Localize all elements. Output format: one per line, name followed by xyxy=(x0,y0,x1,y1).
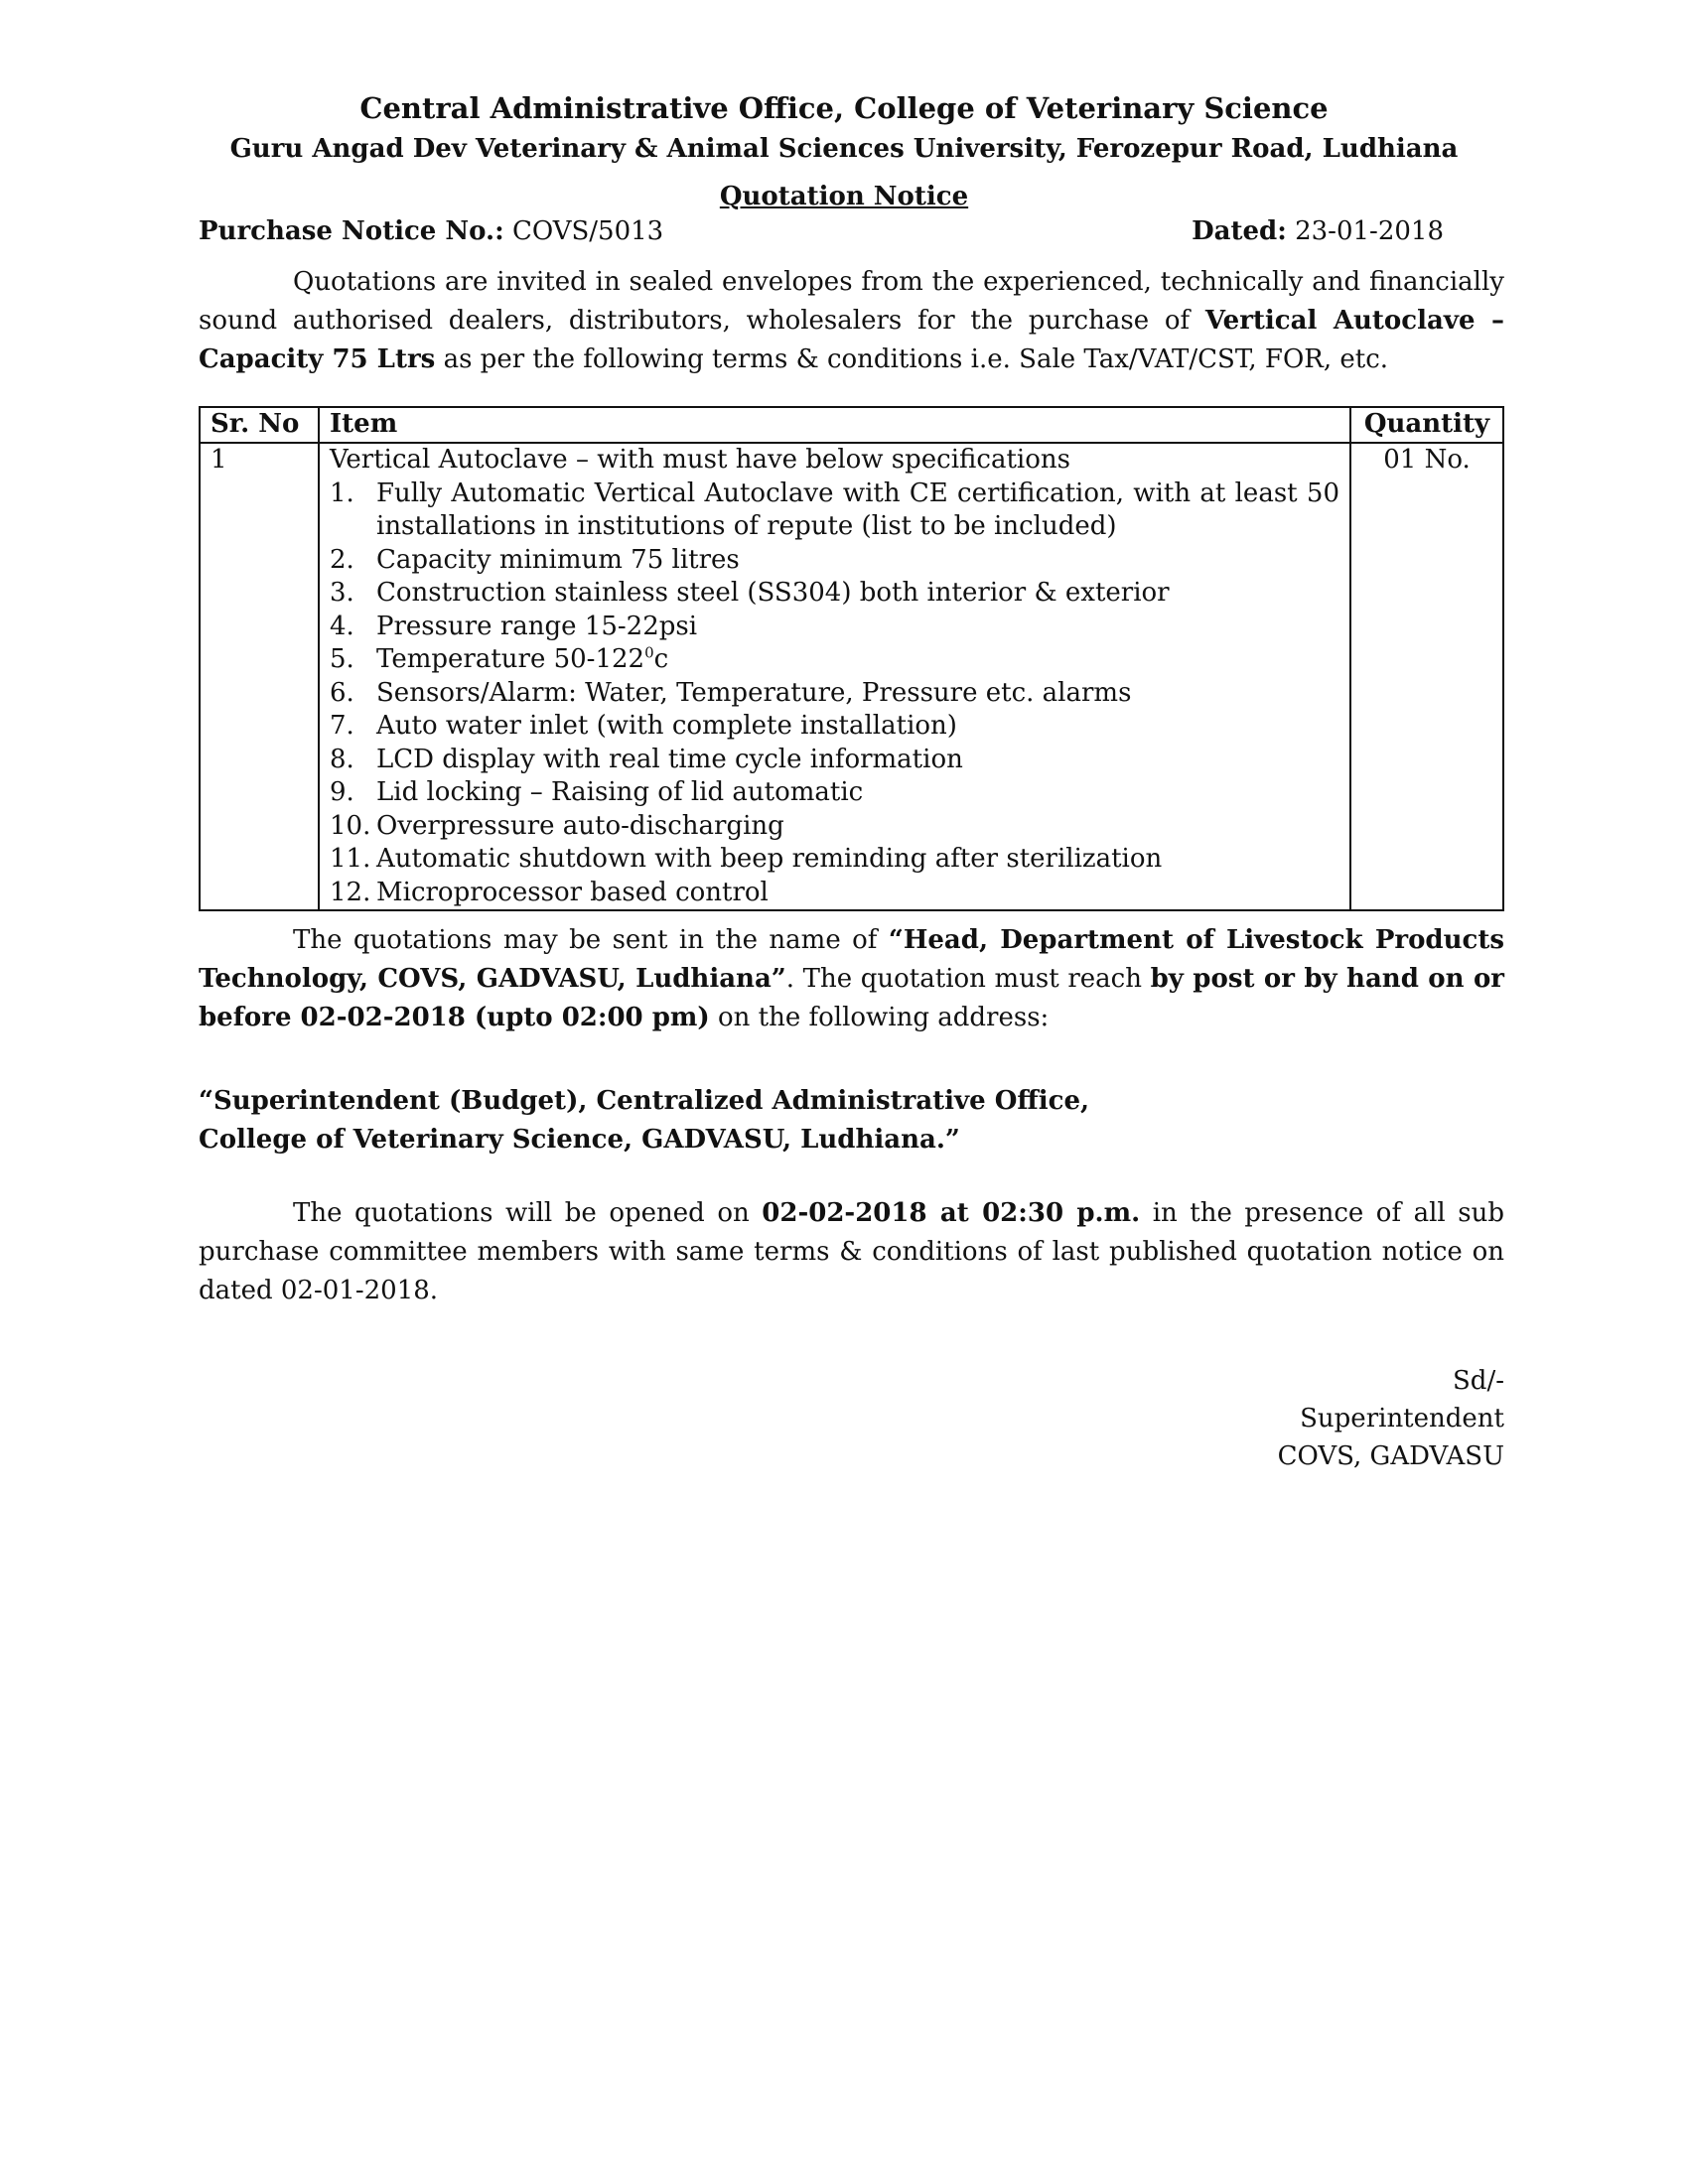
spec-text: Pressure range 15-22psi xyxy=(376,611,698,641)
submission-deadline: by post or by hand on or before 02-02-2018 (upto 02:00 pm) xyxy=(199,964,1504,1032)
spec-temperature-text: Temperature 50-122 xyxy=(376,644,645,674)
signature-office: COVS, GADVASU xyxy=(1277,1441,1504,1471)
spec-list xyxy=(330,478,1339,910)
spec-item xyxy=(330,710,1339,744)
spec-number: 10. xyxy=(330,810,371,841)
spec-text: Sensors/Alarm: Water, Temperature, Pressure etc. alarms xyxy=(376,677,1132,708)
spec-text: LCD display with real time cycle information xyxy=(376,744,963,774)
spec-item xyxy=(330,776,1339,810)
spec-number: 9. xyxy=(330,777,354,807)
spec-item xyxy=(330,810,1339,844)
notice-heading: Quotation Notice xyxy=(719,182,969,211)
office-title: Central Administrative Office, College of Veterinary Science xyxy=(359,91,1329,125)
spec-text: Automatic shutdown with beep reminding after sterilization xyxy=(376,844,1163,874)
signature-block xyxy=(1278,1362,1504,1475)
spec-item xyxy=(330,478,1339,544)
row-item xyxy=(319,443,1350,910)
spec-text: Capacity minimum 75 litres xyxy=(376,544,740,575)
dated-label: Dated: xyxy=(1192,216,1287,246)
spec-text xyxy=(376,643,1339,677)
address-line-2: College of Veterinary Science, GADVASU, Ludhiana.” xyxy=(199,1125,960,1155)
spec-text: Microprocessor based control xyxy=(376,877,769,907)
spec-number: 2. xyxy=(330,544,354,575)
submission-text-2: . The quotation must reach xyxy=(785,964,1151,994)
temperature-unit: c xyxy=(653,644,669,674)
intro-text-1: Quotations are invited in sealed envelopes from the experienced, technically and financially sound authorised dealers, distributors, wholesalers for the purchase of xyxy=(199,267,1504,336)
header-sr-no: Sr. No xyxy=(200,407,319,443)
header-item: Item xyxy=(319,407,1350,443)
notice-date xyxy=(1192,216,1444,246)
spec-item xyxy=(330,643,1339,677)
opening-text-2: in the presence of all sub purchase committee members with same terms & conditions of last published quotation notice on dated 02-01-2018. xyxy=(199,1198,1505,1305)
university-subtitle: Guru Angad Dev Veterinary & Animal Sciences University, Ferozepur Road, Ludhiana xyxy=(229,134,1459,164)
spec-number: 5. xyxy=(330,644,354,674)
spec-text: Construction stainless steel (SS304) both interior & exterior xyxy=(376,578,1170,608)
spec-item xyxy=(330,843,1339,877)
spec-item xyxy=(330,877,1339,910)
spec-number: 4. xyxy=(330,611,354,641)
submission-text-3: on the following address: xyxy=(709,1003,1050,1032)
specification-table xyxy=(199,406,1504,911)
row-sr-no: 1 xyxy=(200,443,319,910)
spec-item xyxy=(330,611,1339,644)
dated-value: 23-01-2018 xyxy=(1286,216,1444,246)
spec-number: 3. xyxy=(330,578,354,608)
delivery-address xyxy=(199,1082,1089,1160)
submission-text-1: The quotations may be sent in the name of xyxy=(293,925,889,955)
spec-text: Auto water inlet (with complete installation) xyxy=(376,711,957,741)
table-row xyxy=(200,443,1503,910)
signature-sd: Sd/- xyxy=(1453,1366,1504,1396)
spec-item xyxy=(330,577,1339,611)
spec-number: 6. xyxy=(330,677,354,708)
spec-number: 11. xyxy=(330,844,371,874)
submission-addressee: “Head, Department of Livestock Products Technology, COVS, GADVASU, Ludhiana” xyxy=(199,925,1504,994)
item-title: Vertical Autoclave – with must have below specifications xyxy=(330,445,1070,475)
opening-paragraph xyxy=(199,1194,1504,1310)
degree-superscript: 0 xyxy=(644,643,654,662)
intro-paragraph xyxy=(199,263,1504,379)
row-quantity: 01 No. xyxy=(1350,443,1503,910)
intro-text-2: as per the following terms & conditions i.e. Sale Tax/VAT/CST, FOR, etc. xyxy=(435,344,1389,374)
spec-item xyxy=(330,544,1339,578)
table-header-row xyxy=(200,407,1503,443)
purchase-notice-value: COVS/5013 xyxy=(503,216,664,246)
signature-designation: Superintendent xyxy=(1300,1404,1504,1433)
spec-number: 1. xyxy=(330,478,354,508)
opening-text-1: The quotations will be opened on xyxy=(293,1198,763,1228)
address-line-1: “Superintendent (Budget), Centralized Administrative Office, xyxy=(199,1086,1090,1116)
spec-item xyxy=(330,677,1339,711)
spec-text: Overpressure auto-discharging xyxy=(376,810,784,841)
submission-paragraph xyxy=(199,921,1504,1037)
spec-text: Fully Automatic Vertical Autoclave with CE certification, with at least 50 installations in institutions of repute (list to be included) xyxy=(376,478,1339,541)
spec-number: 7. xyxy=(330,711,354,741)
intro-item-name: Vertical Autoclave – Capacity 75 Ltrs xyxy=(199,306,1505,374)
spec-number: 12. xyxy=(330,877,371,907)
spec-text: Lid locking – Raising of lid automatic xyxy=(376,777,864,807)
header-quantity: Quantity xyxy=(1350,407,1503,443)
opening-date: 02-02-2018 at 02:30 p.m. xyxy=(762,1198,1141,1228)
purchase-notice-label: Purchase Notice No.: xyxy=(199,216,504,246)
spec-item xyxy=(330,744,1339,777)
purchase-notice-number xyxy=(199,216,663,246)
spec-number: 8. xyxy=(330,744,354,774)
